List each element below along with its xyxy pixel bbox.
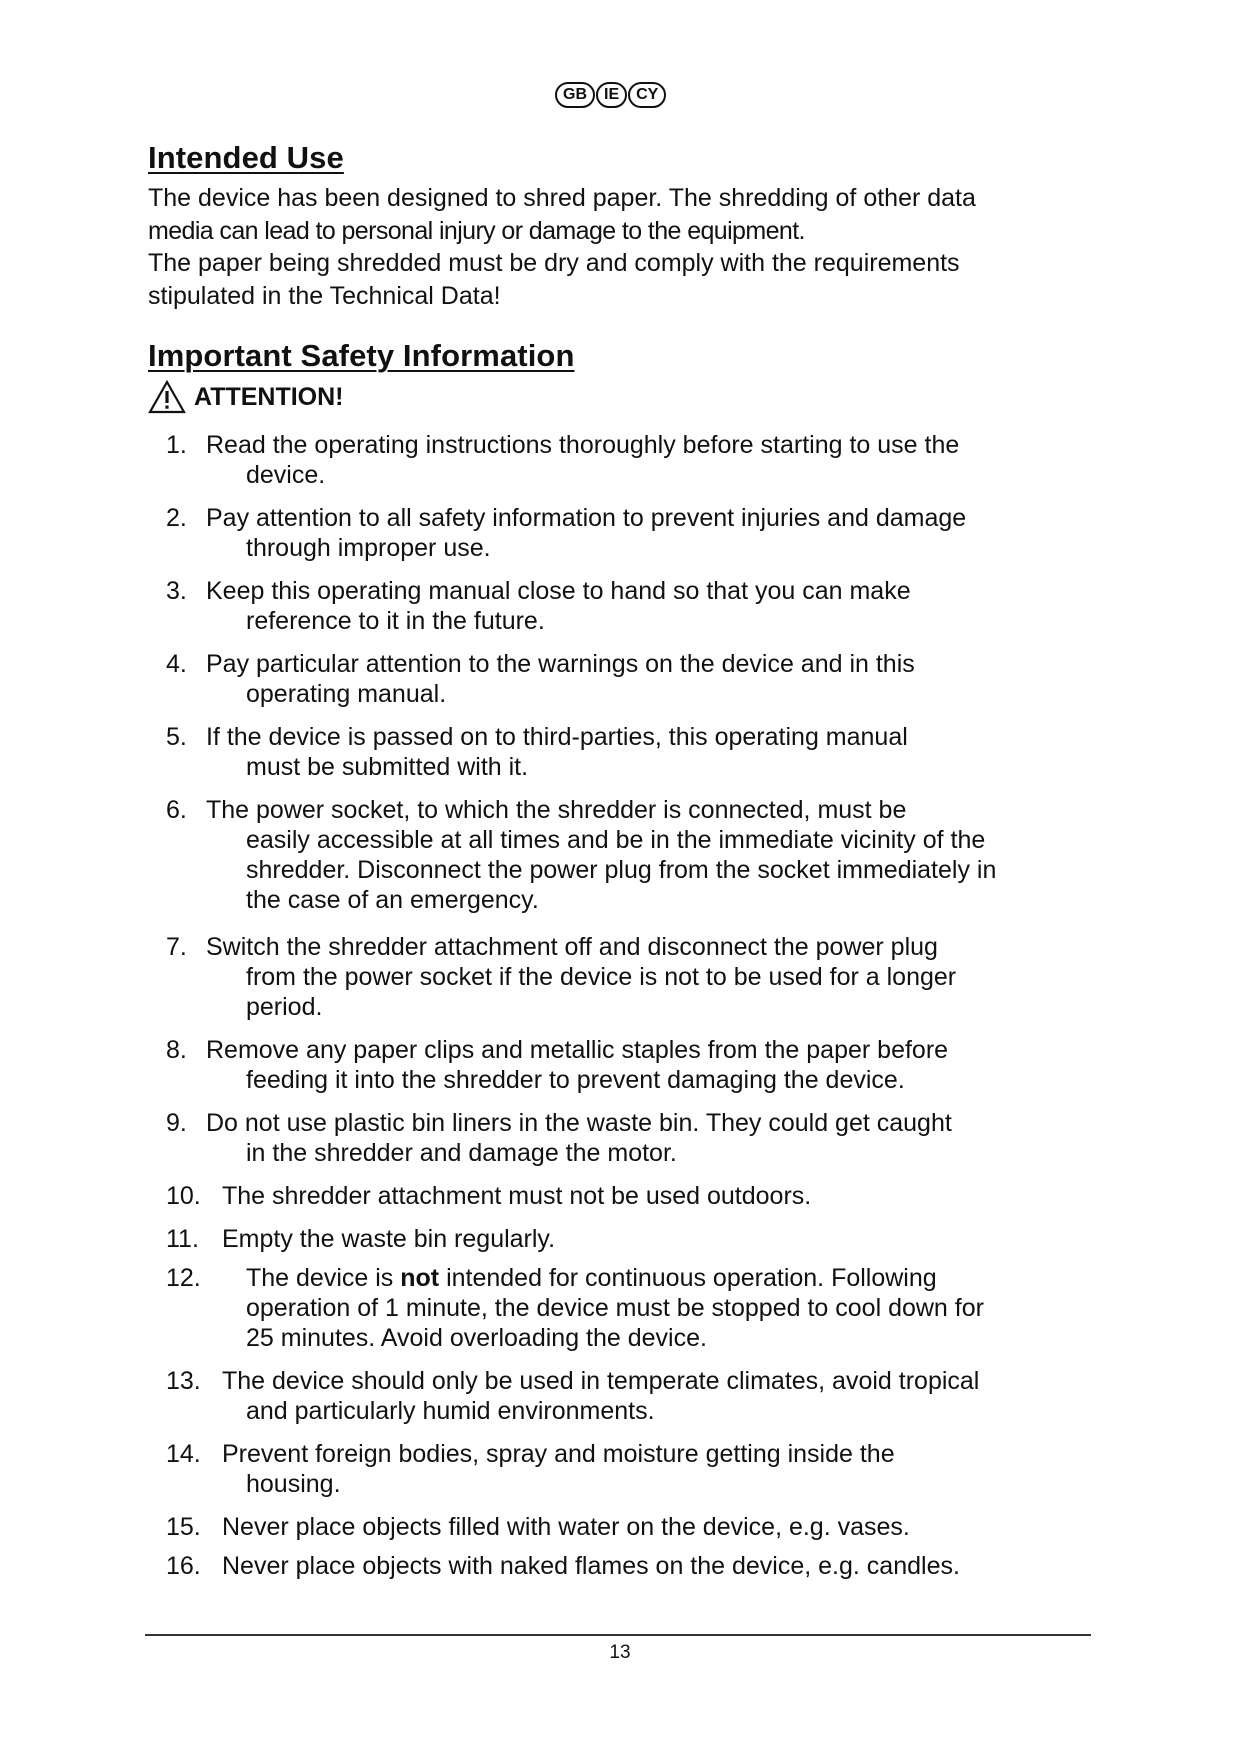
item-text-pre: The device is bbox=[246, 1264, 401, 1292]
item-number: 9. bbox=[166, 1109, 187, 1137]
item-number: 16. bbox=[166, 1552, 201, 1580]
item-text: Read the operating instructions thoroughly before starting to use the bbox=[206, 431, 960, 459]
item-text-cont: operation of 1 minute, the device must be stopped to cool down for bbox=[246, 1294, 984, 1322]
footer-divider bbox=[145, 1634, 1091, 1636]
list-item bbox=[166, 576, 1126, 636]
list-item bbox=[166, 1366, 1126, 1426]
list-item bbox=[166, 722, 1126, 782]
item-number: 3. bbox=[166, 577, 187, 605]
item-number: 7. bbox=[166, 933, 187, 961]
list-item bbox=[166, 1263, 1126, 1353]
item-number: 2. bbox=[166, 504, 187, 532]
item-number: 6. bbox=[166, 796, 187, 824]
item-text-cont: operating manual. bbox=[246, 680, 447, 708]
country-badge-ie: IE bbox=[596, 82, 627, 108]
intended-use-line-1: The device has been designed to shred paper. The shredding of other data bbox=[148, 184, 976, 212]
item-text: Do not use plastic bin liners in the waste bin. They could get caught bbox=[206, 1109, 952, 1137]
item-text-cont: period. bbox=[246, 993, 323, 1021]
item-number: 5. bbox=[166, 723, 187, 751]
item-number: 12. bbox=[166, 1264, 201, 1292]
list-item bbox=[166, 1108, 1126, 1168]
list-item bbox=[166, 1551, 1126, 1581]
item-text: Keep this operating manual close to hand so that you can make bbox=[206, 577, 911, 605]
list-item bbox=[166, 1224, 1126, 1254]
item-number: 4. bbox=[166, 650, 187, 678]
item-text-cont: device. bbox=[246, 461, 326, 489]
item-text: Pay particular attention to the warnings on the device and in this bbox=[206, 650, 915, 678]
item-text: If the device is passed on to third-parties, this operating manual bbox=[206, 723, 908, 751]
list-item bbox=[166, 503, 1126, 563]
item-text-cont: must be submitted with it. bbox=[246, 753, 529, 781]
intended-use-heading: Intended Use bbox=[148, 140, 344, 175]
item-text-cont: 25 minutes. Avoid overloading the device. bbox=[246, 1324, 707, 1352]
list-item bbox=[166, 430, 1126, 490]
item-number: 11. bbox=[166, 1225, 199, 1253]
attention-label: ATTENTION! bbox=[194, 382, 344, 411]
intended-use-line-4: stipulated in the Technical Data! bbox=[148, 282, 501, 310]
country-badge-cy: CY bbox=[628, 82, 666, 108]
safety-heading: Important Safety Information bbox=[148, 338, 575, 373]
item-text-post: intended for continuous operation. Following bbox=[439, 1264, 937, 1292]
country-badge-gb: GB bbox=[555, 82, 595, 108]
item-text-cont: in the shredder and damage the motor. bbox=[246, 1139, 677, 1167]
item-number: 8. bbox=[166, 1036, 187, 1064]
item-text: The power socket, to which the shredder is connected, must be bbox=[206, 796, 907, 824]
item-text-cont: shredder. Disconnect the power plug from the socket immediately in bbox=[246, 856, 997, 884]
item-text-cont: and particularly humid environments. bbox=[246, 1397, 655, 1425]
warning-triangle-icon bbox=[148, 380, 186, 414]
intended-use-line-3: The paper being shredded must be dry and comply with the requirements bbox=[148, 249, 960, 277]
item-text-cont: housing. bbox=[246, 1470, 341, 1498]
item-number: 14. bbox=[166, 1440, 201, 1468]
item-text-cont: from the power socket if the device is not to be used for a longer bbox=[246, 963, 957, 991]
item-text: The device should only be used in temperate climates, avoid tropical bbox=[222, 1367, 980, 1395]
item-text: Switch the shredder attachment off and disconnect the power plug bbox=[206, 933, 938, 961]
item-text: Remove any paper clips and metallic staples from the paper before bbox=[206, 1036, 949, 1064]
list-item bbox=[166, 1035, 1126, 1095]
list-item bbox=[166, 932, 1126, 1022]
item-text-cont: through improper use. bbox=[246, 534, 491, 562]
item-number: 10. bbox=[166, 1182, 201, 1210]
intended-use-line-2: media can lead to personal injury or damage to the equipment. bbox=[148, 217, 805, 245]
list-item bbox=[166, 1512, 1126, 1542]
list-item bbox=[166, 1181, 1126, 1211]
list-item bbox=[166, 649, 1126, 709]
item-text-bold: not bbox=[400, 1264, 440, 1292]
item-text: Empty the waste bin regularly. bbox=[222, 1225, 556, 1253]
item-text-cont: reference to it in the future. bbox=[246, 607, 545, 635]
item-text: Never place objects filled with water on the device, e.g. vases. bbox=[222, 1513, 910, 1541]
item-text: Pay attention to all safety information to prevent injuries and damage bbox=[206, 504, 967, 532]
page-number: 13 bbox=[609, 1642, 631, 1663]
list-item bbox=[166, 795, 1126, 915]
item-number: 13. bbox=[166, 1367, 201, 1395]
item-text-cont: easily accessible at all times and be in the immediate vicinity of the bbox=[246, 826, 986, 854]
country-badges bbox=[555, 82, 667, 108]
item-text-cont: the case of an emergency. bbox=[246, 886, 539, 914]
item-text: The shredder attachment must not be used outdoors. bbox=[222, 1182, 812, 1210]
item-text-cont: feeding it into the shredder to prevent damaging the device. bbox=[246, 1066, 905, 1094]
item-number: 1. bbox=[166, 431, 187, 459]
list-item bbox=[166, 1439, 1126, 1499]
item-number: 15. bbox=[166, 1513, 201, 1541]
item-text: Never place objects with naked flames on the device, e.g. candles. bbox=[222, 1552, 960, 1580]
item-text: Prevent foreign bodies, spray and moisture getting inside the bbox=[222, 1440, 895, 1468]
attention-notice bbox=[148, 380, 344, 414]
